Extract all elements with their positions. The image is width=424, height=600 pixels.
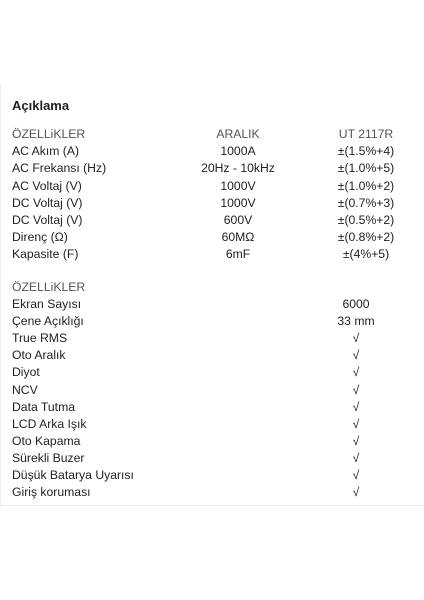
table-row xyxy=(12,296,412,313)
range-cell: 1000A xyxy=(220,144,256,159)
feature-cell: DC Voltaj (V) xyxy=(12,195,83,210)
table-row xyxy=(12,433,412,450)
check-mark: √ xyxy=(352,348,360,363)
table-row xyxy=(12,246,412,263)
check-mark: √ xyxy=(352,416,360,431)
table-row xyxy=(12,313,412,330)
section-heading: Açıklama xyxy=(12,98,70,113)
value-cell: 6000 xyxy=(342,297,370,312)
feature-cell: Düşük Batarya Uyarısı xyxy=(12,468,134,483)
table-row xyxy=(12,347,412,364)
table-row xyxy=(12,484,412,501)
accuracy-cell: ±(1.5%+4) xyxy=(337,144,395,159)
range-cell: 60MΩ xyxy=(221,230,255,245)
feature-cell: Sürekli Buzer xyxy=(12,450,85,465)
feature-cell: Çene Açıklığı xyxy=(12,314,84,329)
feature-cell: Data Tutma xyxy=(12,399,75,414)
feature-cell: Kapasite (F) xyxy=(12,247,79,262)
check-mark: √ xyxy=(352,399,360,414)
table-row xyxy=(12,229,412,246)
check-mark: √ xyxy=(352,468,360,483)
check-mark: √ xyxy=(352,433,360,448)
feature-cell: Oto Aralık xyxy=(12,348,66,363)
feature-cell: Oto Kapama xyxy=(12,433,81,448)
feature-cell: AC Frekansı (Hz) xyxy=(12,161,107,176)
check-mark: √ xyxy=(352,331,360,346)
table-row xyxy=(12,212,412,229)
feature-cell: DC Voltaj (V) xyxy=(12,212,83,227)
range-cell: 1000V xyxy=(220,178,256,193)
accuracy-cell: ±(0.8%+2) xyxy=(337,230,395,245)
table-row xyxy=(12,160,412,177)
accuracy-cell: ±(1.0%+2) xyxy=(337,178,395,193)
feature-table xyxy=(12,279,412,501)
table-header-row xyxy=(12,279,412,296)
header-features: ÖZELLiKLER xyxy=(12,280,86,294)
range-cell: 600V xyxy=(223,212,253,227)
accuracy-cell: ±(4%+5) xyxy=(342,247,390,262)
table-row xyxy=(12,467,412,484)
table-row xyxy=(12,399,412,416)
feature-cell: NCV xyxy=(12,382,38,397)
bottom-border xyxy=(0,505,424,506)
range-spec-table xyxy=(12,126,412,264)
table-row xyxy=(12,364,412,381)
table-row xyxy=(12,330,412,347)
table-row xyxy=(12,178,412,195)
feature-cell: Direnç (Ω) xyxy=(12,230,68,245)
table-row xyxy=(12,195,412,212)
range-cell: 20Hz - 10kHz xyxy=(201,161,275,176)
feature-cell: True RMS xyxy=(12,331,68,346)
range-cell: 6mF xyxy=(225,247,251,262)
check-mark: √ xyxy=(352,485,360,500)
check-mark: √ xyxy=(352,450,360,465)
feature-cell: Diyot xyxy=(12,365,40,380)
accuracy-cell: ±(0.7%+3) xyxy=(337,195,395,210)
table-header-row xyxy=(12,126,412,143)
header-features: ÖZELLiKLER xyxy=(12,127,86,141)
value-cell: 33 mm xyxy=(337,314,375,329)
feature-cell: Ekran Sayısı xyxy=(12,297,82,312)
accuracy-cell: ±(1.0%+5) xyxy=(337,161,395,176)
left-border xyxy=(0,85,1,505)
table-row xyxy=(12,143,412,160)
feature-cell: AC Voltaj (V) xyxy=(12,178,82,193)
table-row xyxy=(12,450,412,467)
feature-cell: Giriş koruması xyxy=(12,485,91,500)
feature-cell: AC Akım (A) xyxy=(12,144,80,159)
check-mark: √ xyxy=(352,365,360,380)
feature-cell: LCD Arka Işık xyxy=(12,416,87,431)
header-range: ARALIK xyxy=(216,127,260,141)
check-mark: √ xyxy=(352,382,360,397)
table-row xyxy=(12,382,412,399)
table-row xyxy=(12,416,412,433)
header-model: UT 2117R xyxy=(338,127,394,141)
accuracy-cell: ±(0.5%+2) xyxy=(337,212,395,227)
range-cell: 1000V xyxy=(220,195,256,210)
